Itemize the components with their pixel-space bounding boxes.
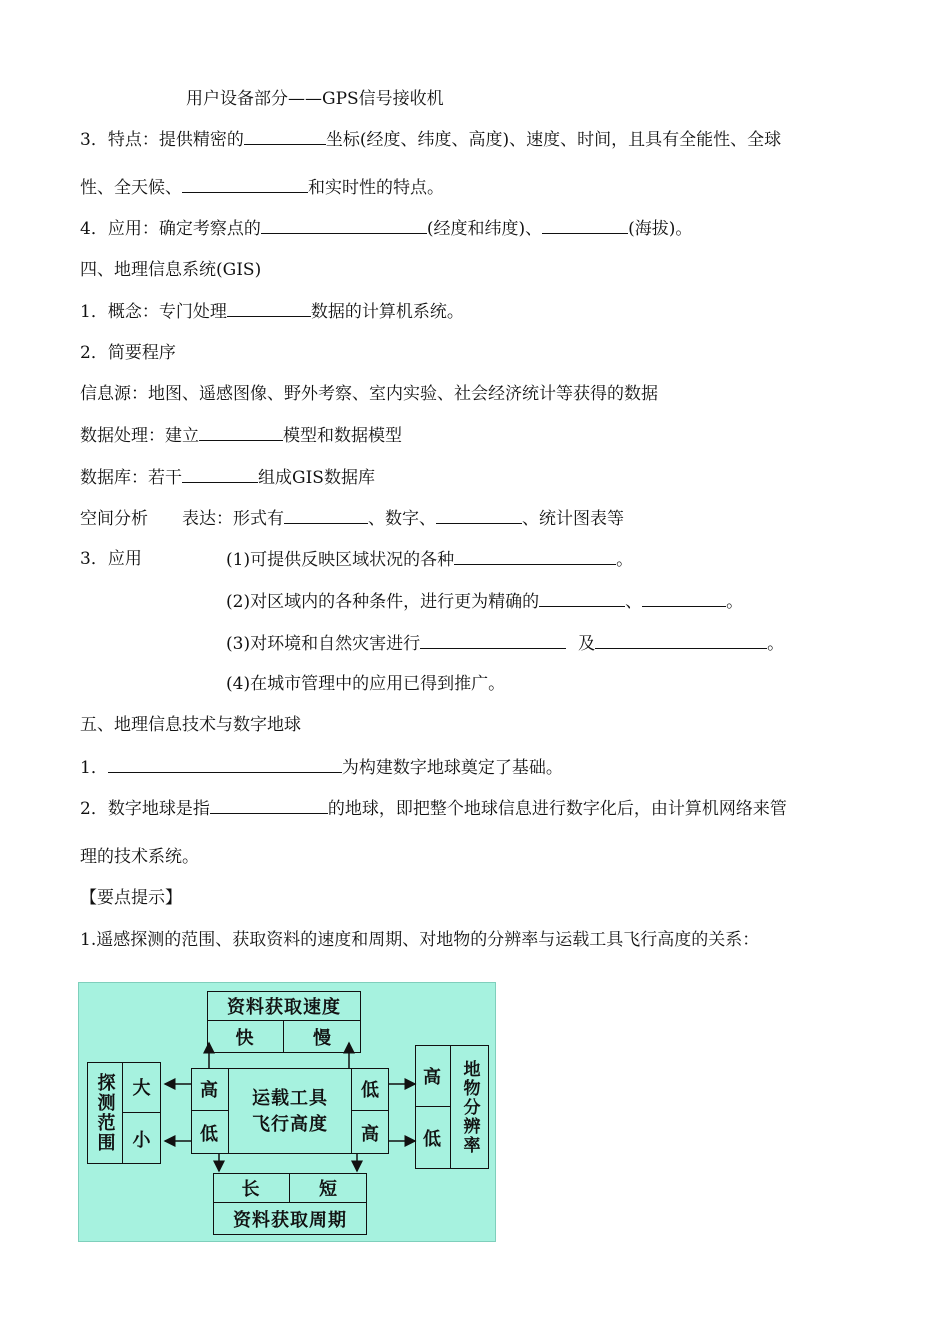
text: 、数字、 — [368, 509, 436, 529]
line-application-3 — [226, 632, 784, 655]
text: 为构建数字地球奠定了基础。 — [341, 758, 563, 778]
altitude-low-right: 低 — [351, 1068, 389, 1111]
cycle-long: 长 — [213, 1173, 290, 1203]
blank — [210, 797, 328, 814]
blank — [542, 217, 628, 234]
text: 、 — [625, 592, 643, 612]
altitude-title-1: 运载工具 — [252, 1088, 328, 1109]
text: 2．数字地球是指 — [80, 799, 210, 819]
line-application-1 — [80, 548, 142, 570]
blank — [642, 590, 726, 607]
resolution-title: 地物分辨率 — [459, 1059, 480, 1155]
text: (1)可提供反映区域状况的各种 — [226, 550, 455, 570]
text: 的地球，即把整个地球信息进行数字化后，由计算机网络来管 — [327, 799, 787, 819]
cycle-short: 短 — [290, 1173, 367, 1203]
blank — [284, 507, 368, 524]
line-digital-earth-2-cont: 理的技术系统。 — [80, 847, 199, 867]
blank — [182, 466, 258, 483]
speed-slow: 慢 — [313, 1028, 332, 1049]
text: 3．特点：提供精密的 — [80, 130, 244, 150]
line-gis-procedure: 2．简要程序 — [80, 343, 176, 363]
text: 模型和数据模型 — [283, 426, 402, 446]
text: 3．应用 — [80, 549, 142, 569]
text: 性、全天候、 — [80, 178, 182, 198]
text: (3)对环境和自然灾害进行 — [226, 634, 421, 654]
relationship-diagram — [78, 982, 496, 1242]
heading-gis: 四、地理信息系统(GIS) — [80, 260, 262, 280]
line-info-source: 信息源：地图、遥感图像、野外考察、室内实验、社会经济统计等获得的数据 — [80, 384, 658, 404]
altitude-high-right: 高 — [351, 1111, 389, 1154]
heading-key-points: 【要点提示】 — [80, 888, 182, 908]
text: 数据处理：建立 — [80, 426, 199, 446]
blank — [454, 548, 616, 565]
blank — [595, 632, 767, 649]
line-gps-application — [80, 217, 692, 240]
range-title: 探测范围 — [87, 1062, 123, 1164]
resolution-low: 低 — [415, 1107, 451, 1169]
blank — [420, 632, 566, 649]
line-gps-features-cont — [80, 176, 444, 199]
line-database — [80, 466, 375, 489]
resolution-high: 高 — [415, 1045, 451, 1107]
blank — [436, 507, 522, 524]
range-small: 小 — [132, 1129, 152, 1151]
text: 、统计图表等 — [522, 509, 624, 529]
speed-fast: 快 — [207, 1021, 284, 1053]
line-application-4: (4)在城市管理中的应用已得到推广。 — [226, 674, 506, 694]
text: 。 — [726, 592, 744, 612]
line-digital-earth-1 — [80, 756, 563, 779]
altitude-title-2: 飞行高度 — [252, 1114, 328, 1135]
altitude-low-left: 低 — [191, 1111, 229, 1154]
altitude-high-left: 高 — [191, 1068, 229, 1111]
text: 数据库：若干 — [80, 468, 182, 488]
blank — [244, 128, 326, 145]
line-gps-receiver: 用户设备部分——GPS信号接收机 — [186, 89, 444, 109]
line-gis-concept — [80, 300, 464, 323]
range-big: 大 — [123, 1062, 161, 1113]
line-application-2 — [226, 590, 743, 613]
line-application-1b — [226, 548, 633, 571]
line-data-processing — [80, 424, 402, 447]
text: 1． — [80, 758, 108, 778]
text: 及 — [578, 634, 596, 654]
text: (海拔)。 — [628, 219, 693, 239]
blank — [199, 424, 283, 441]
speed-title: 资料获取速度 — [207, 991, 361, 1021]
line-digital-earth-2 — [80, 797, 787, 820]
text: 坐标(经度、纬度、高度)、速度、时间，且具有全能性、全球 — [325, 130, 782, 150]
text: (经度和纬度)、 — [426, 219, 543, 239]
blank — [182, 176, 308, 193]
blank — [539, 590, 625, 607]
line-gps-features — [80, 128, 781, 151]
blank — [227, 300, 311, 317]
text: (2)对区域内的各种条件，进行更为精确的 — [226, 592, 540, 612]
text: 数据的计算机系统。 — [310, 302, 464, 322]
text: 4．应用：确定考察点的 — [80, 219, 261, 239]
text: 空间分析 表达：形式有 — [80, 509, 284, 529]
text: 组成GIS数据库 — [258, 468, 375, 488]
line-spatial-analysis — [80, 507, 624, 530]
text: 。 — [616, 550, 634, 570]
heading-digital-earth: 五、地理信息技术与数字地球 — [80, 715, 301, 735]
text: 。 — [767, 634, 785, 654]
line-key-point-1: 1.遥感探测的范围、获取资料的速度和周期、对地物的分辨率与运载工具飞行高度的关系： — [80, 930, 760, 950]
cycle-title: 资料获取周期 — [233, 1210, 347, 1231]
text: 和实时性的特点。 — [308, 178, 444, 198]
text: 1．概念：专门处理 — [80, 302, 227, 322]
blank — [261, 217, 427, 234]
blank — [108, 756, 342, 773]
